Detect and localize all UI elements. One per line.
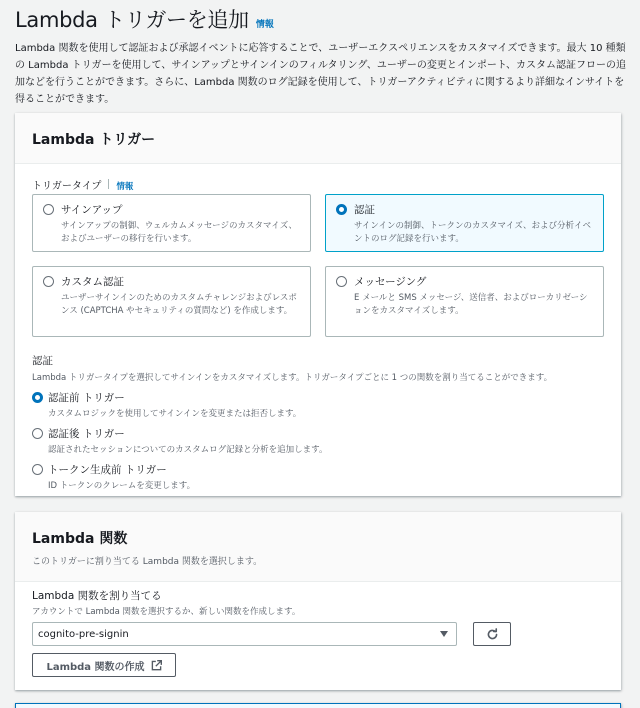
refresh-icon (486, 628, 499, 641)
option-description: 認証されたセッションについてのカスタムログ記録と分析を追加します。 (48, 445, 328, 455)
assign-function-field (32, 588, 604, 677)
tile-description: ユーザーサインインのためのカスタムチャレンジおよびレスポンス (CAPTCHA やセキュリティの質問など) を作成します。 (61, 293, 297, 316)
option-title: トークン生成前 トリガー (48, 464, 167, 476)
radio-pre-authentication[interactable] (32, 392, 43, 403)
option-description: ID トークンのクレームを変更します。 (48, 481, 196, 491)
panel-header (15, 113, 621, 164)
panel-header (15, 512, 621, 582)
option-title: 認証前 トリガー (48, 392, 125, 404)
panel-title: Lambda 関数 (32, 531, 128, 547)
auth-section-title: 認証 (32, 355, 53, 367)
option-pre-token-generation[interactable] (32, 462, 612, 491)
next-panel (15, 703, 621, 708)
authentication-options (32, 353, 612, 491)
divider (108, 179, 109, 189)
option-description: カスタムロジックを使用してサインインを変更または拒否します。 (48, 409, 302, 419)
option-title: 認証後 トリガー (48, 428, 125, 440)
option-pre-authentication[interactable] (32, 390, 612, 419)
tile-description: サインアップの制御、ウェルカムメッセージのカスタマイズ、およびユーザーの移行を行います。 (61, 221, 297, 244)
tile-title: カスタム認証 (61, 276, 124, 288)
caret-down-icon (440, 631, 448, 637)
tile-messaging[interactable] (325, 266, 604, 337)
lambda-function-select[interactable] (32, 622, 457, 646)
create-button-label: Lambda 関数の作成 (46, 661, 145, 673)
tile-description: E メールと SMS メッセージ、送信者、およびローカリゼーションをカスタマイズします。 (354, 293, 588, 316)
radio-custom-auth[interactable] (43, 276, 54, 287)
tile-signup[interactable] (32, 194, 311, 252)
trigger-type-text: トリガータイプ (32, 181, 102, 192)
panel-subtitle: このトリガーに割り当てる Lambda 関数を選択します。 (32, 557, 263, 567)
field-description: アカウントで Lambda 関数を選択するか、新しい関数を作成します。 (32, 607, 301, 617)
selected-function: cognito-pre-signin (38, 628, 129, 640)
tile-description: サインインの制御、トークンのカスタマイズ、および分析イベントのログ記録を行います。 (354, 221, 591, 244)
tile-authentication[interactable] (325, 194, 604, 252)
auth-section-description: Lambda トリガータイプを選択してサインインをカスタマイズします。トリガータイプごとに 1 つの関数を割り当てることができます。 (32, 373, 553, 383)
create-lambda-function-button[interactable] (32, 653, 176, 677)
refresh-button[interactable] (473, 622, 511, 646)
trigger-type-info-link[interactable]: 情報 (116, 182, 134, 192)
page-header (15, 4, 627, 108)
radio-signup[interactable] (43, 204, 54, 215)
tile-title: メッセージング (354, 276, 427, 288)
option-post-authentication[interactable] (32, 426, 612, 455)
tile-title: サインアップ (61, 204, 123, 216)
info-link[interactable]: 情報 (255, 20, 274, 30)
panel-title: Lambda トリガー (32, 132, 156, 148)
radio-authentication[interactable] (336, 204, 347, 215)
radio-pre-token-generation[interactable] (32, 464, 43, 475)
tile-custom-auth[interactable] (32, 266, 311, 337)
radio-post-authentication[interactable] (32, 428, 43, 439)
lambda-function-panel (15, 512, 621, 690)
page-description: Lambda 関数を使用して認証および承認イベントに応答することで、ユーザーエクスペリエンスをカスタマイズできます。最大 10 種類の Lambda トリガーを使用して、サインアップとサインインのフィルタリング、ユーザーの変更とインポート、カスタム認証フローの追加などを行うことができます。さらに、Lambda 関数のログ記録を使用して、トリガーアクティビティに関するより詳細なインサイトを得ることができます。 (15, 43, 627, 105)
page-title: Lambda トリガーを追加 (15, 8, 249, 32)
trigger-type-label (32, 177, 133, 192)
external-link-icon (151, 660, 162, 671)
lambda-trigger-panel (15, 113, 621, 496)
radio-messaging[interactable] (336, 276, 347, 287)
field-label: Lambda 関数を割り当てる (32, 590, 162, 602)
tile-title: 認証 (354, 204, 375, 216)
